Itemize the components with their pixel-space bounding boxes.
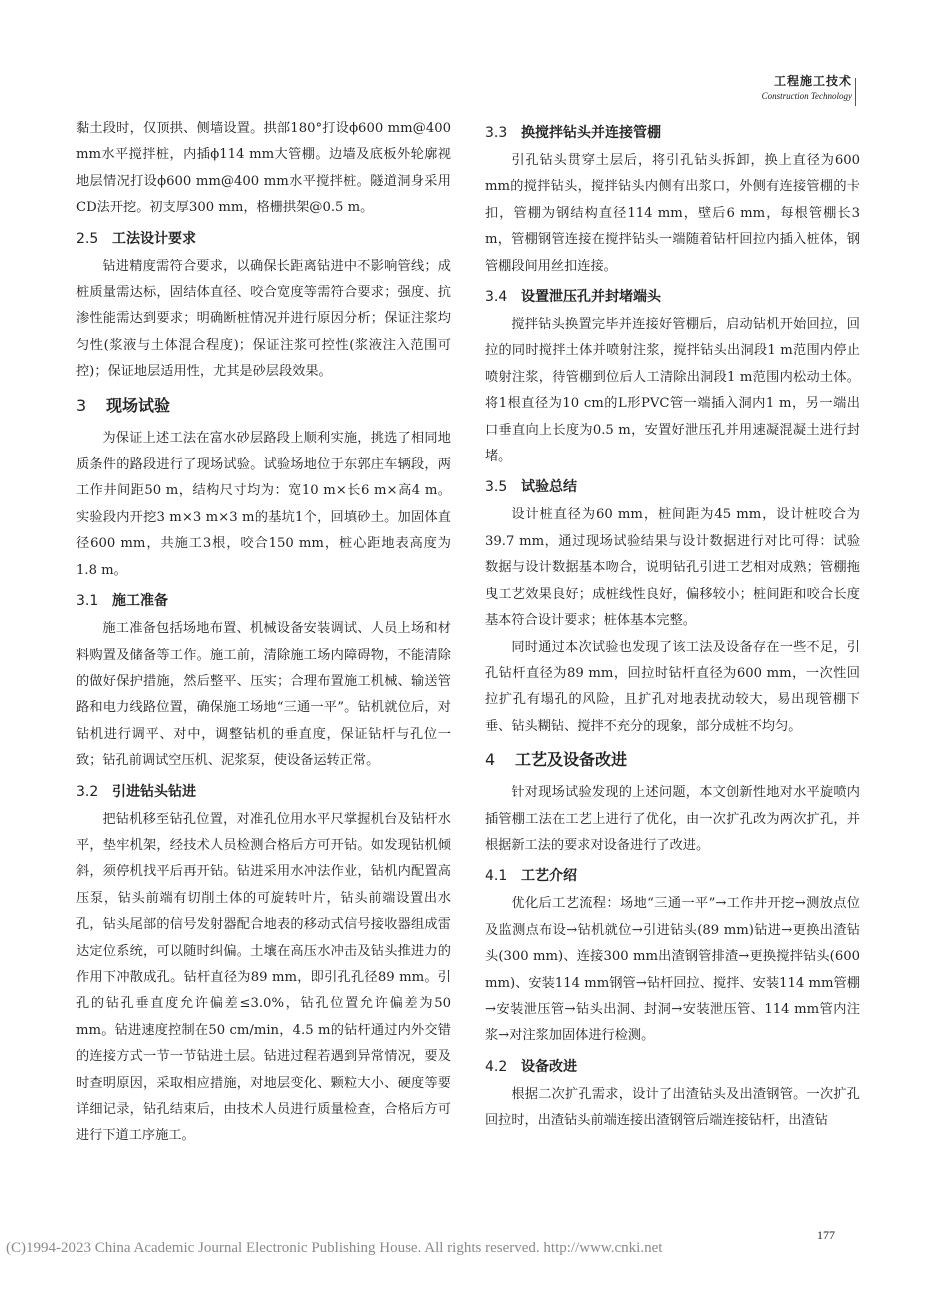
paragraph-3-5b: 同时通过本次试验也发现了该工法及设备存在一些不足，引孔钻杆直径为89 mm，回拉时钻杆直径为600 mm，一次性回拉扩孔有塌孔的风险，且扩孔对地表扰动较大，易出现管棚下垂、钻头糊钻、搅拌不充分的现象，部分成桩不均匀。 bbox=[485, 639, 860, 734]
journal-title-cn: 工程施工技术 bbox=[773, 74, 852, 88]
section-number: 3.5 bbox=[485, 479, 508, 496]
paragraph-3-1: 施工准备包括场地布置、机械设备安装调试、人员上场和材料购置及储备等工作。施工前，清除施工场内障碍物，不能清除的做好保护措施，然后整平、压实；合理布置施工机械、输送管路和电力线路位置，确保施工场地“三通一平”。钻机就位后，对钻机进行调平、对中，调整钻机的垂直度，保证钻杆与孔位一致；钻孔前调试空压机、泥浆泵，使设备运转正常。 bbox=[76, 621, 451, 769]
section-number: 3.3 bbox=[485, 125, 508, 141]
paragraph-3-5a: 设计桩直径为60 mm，桩间距为45 mm，设计桩咬合为39.7 mm，通过现场试验结果与设计数据进行对比可得：试验数据与设计数据基本吻合，说明钻孔引进工艺相对成熟；管棚拖曳工艺效果良好；成桩线性良好，偏移较小；桩间距和咬合长度基本符合设计要求；桩体基本完整。 bbox=[485, 507, 860, 629]
section-number: 4.2 bbox=[485, 1058, 508, 1075]
journal-title-en: Construction Technology bbox=[761, 91, 852, 101]
paragraph-2-5: 钻进精度需符合要求，以确保长距离钻进中不影响管线；成桩质量需达标，固结体直径、咬合宽度等需符合要求；强度、抗渗性能需达到要求；明确断桩情况并进行原因分析；保证注浆均匀性(浆液与土体混合程度)；保证注浆可控性(浆液注入范围可控)；保证地层适用性，尤其是砂层段效果。 bbox=[76, 258, 451, 380]
paragraph-3-3: 引孔钻头贯穿土层后，将引孔钻头拆卸，换上直径为600 mm的搅拌钻头，搅拌钻头内侧有出浆口，外侧有连接管棚的卡扣，管棚为钢结构直径114 mm，壁后6 mm，每根管棚长3 m，管棚钢管连接在搅拌钻头一端随着钻杆回拉内插入桩体，钢管棚段间用丝扣连接。 bbox=[485, 153, 860, 274]
paragraph-3-4: 搅拌钻头换置完毕并连接好管棚后，启动钻机开始回拉，回拉的同时搅拌土体并喷射注浆，搅拌钻头出洞段1 m范围内停止喷射注浆，待管棚到位后人工清除出洞段1 m范围内松动土体。将1根直径为10 cm的L形PVC管一端插入洞内1 m，另一端出口垂直向上长度为0.5 m，安置好泄压孔并用速凝混凝土进行封堵。 bbox=[485, 317, 860, 465]
heading-4 bbox=[485, 740, 860, 780]
paragraph-4-2: 根据二次扩孔需求，设计了出渣钻头及出渣钢管。一次扩孔回拉时，出渣钻头前端连接出渣钢管后端连接钻杆，出渣钻 bbox=[485, 1086, 860, 1129]
section-title: 设置泄压孔并封堵端头 bbox=[521, 289, 661, 306]
section-title: 工法设计要求 bbox=[112, 230, 196, 247]
section-title: 换搅拌钻头并连接管棚 bbox=[521, 125, 661, 141]
section-title: 引进钻头钻进 bbox=[112, 783, 196, 800]
section-number: 3.1 bbox=[76, 593, 99, 610]
paragraph-4: 针对现场试验发现的上述问题，本文创新性地对水平旋喷内插管棚工法在工艺上进行了优化，由一次扩孔改为两次扩孔，并根据新工法的要求对设备进行了改进。 bbox=[485, 785, 860, 853]
section-number: 4 bbox=[485, 750, 496, 770]
right-column bbox=[485, 116, 860, 1135]
heading-4-1 bbox=[485, 859, 860, 891]
heading-3-2 bbox=[76, 775, 451, 807]
paragraph-3: 为保证上述工法在富水砂层路段上顺利实施，挑选了相同地质条件的路段进行了现场试验。试验场地位于东郭庄车辆段，两工作井间距50 m，结构尺寸均为：宽10 m×长6 m×高4 m。实验段内开挖3 m×3 m×3 m的基坑1个，回填砂土。加固体直径600 mm，共施工3根，咬合150 mm，桩心距地表高度为1.8 m。 bbox=[76, 430, 451, 578]
heading-4-2 bbox=[485, 1050, 860, 1082]
page-number: 177 bbox=[817, 1228, 835, 1242]
section-title: 试验总结 bbox=[521, 479, 577, 496]
section-title: 工艺及设备改进 bbox=[515, 750, 628, 770]
heading-2-5 bbox=[76, 222, 451, 254]
heading-3-4 bbox=[485, 280, 860, 312]
heading-3-1 bbox=[76, 584, 451, 616]
section-number: 3 bbox=[76, 395, 87, 415]
paragraph-intro: 黏土段时，仅顶拱、侧墙设置。拱部180°打设ϕ600 mm@400 mm水平搅拌桩，内插ϕ114 mm大管棚。边墙及底板外轮廓视地层情况打设ϕ600 mm@400 mm水平搅拌桩。隧道洞身采用CD法开挖。初支厚300 mm，格栅拱架@0.5 m。 bbox=[76, 121, 451, 216]
heading-3 bbox=[76, 386, 451, 426]
section-title: 设备改进 bbox=[521, 1058, 577, 1075]
paragraph-3-2: 把钻机移至钻孔位置，对准孔位用水平尺掌握机台及钻杆水平，垫牢机架，经技术人员检测合格后方可开钻。如发现钻机倾斜，须停机找平后再开钻。钻进采用水冲法作业，钻机内配置高压泵，钻头前端有切削土体的可旋转叶片，钻头前端设置出水孔，钻头尾部的信号发射器配合地表的移动式信号接收器组成雷达定位系统，可以随时纠偏。土壤在高压水冲击及钻头推进力的作用下冲散成孔。钻杆直径为89 mm，即引孔孔径89 mm。引孔的钻孔垂直度允许偏差≤3.0%，钻孔位置允许偏差为50 mm。钻进速度控制在50 cm/min，4.5 m的钻杆通过内外交错的连接方式一节一节钻进土层。钻进过程若遇到异常情况，要及时查明原因，采取相应措施，对地层变化、颗粒大小、硬度等要详细记录，钻孔结束后，由技术人员进行质量检查，合格后方可进行下道工序施工。 bbox=[76, 811, 451, 1144]
journal-header bbox=[762, 72, 852, 102]
heading-3-3 bbox=[485, 116, 860, 148]
section-number: 2.5 bbox=[76, 230, 99, 247]
section-title: 现场试验 bbox=[106, 395, 171, 415]
section-title: 施工准备 bbox=[112, 593, 168, 610]
section-number: 3.2 bbox=[76, 783, 99, 800]
section-number: 4.1 bbox=[485, 868, 508, 885]
heading-3-5 bbox=[485, 470, 860, 502]
header-divider bbox=[855, 78, 856, 106]
section-number: 3.4 bbox=[485, 289, 508, 306]
section-title: 工艺介绍 bbox=[521, 868, 577, 885]
left-column bbox=[76, 116, 451, 1150]
copyright-watermark: (C)1994-2023 China Academic Journal Electronic Publishing House. All rights reserved. http://www.cnki.net bbox=[6, 1240, 663, 1256]
paragraph-4-1: 优化后工艺流程：场地“三通一平”→工作井开挖→测放点位及监测点布设→钻机就位→引进钻头(89 mm)钻进→更换出渣钻头(300 mm)、连接300 mm出渣钢管排渣→更换搅拌钻头(600 mm)、安装114 mm钢管→钻杆回拉、搅拌、安装114 mm管棚→安装泄压管→钻头出洞、封洞→安装泄压管、114 mm管内注浆→对注浆加固体进行检测。 bbox=[485, 896, 860, 1044]
